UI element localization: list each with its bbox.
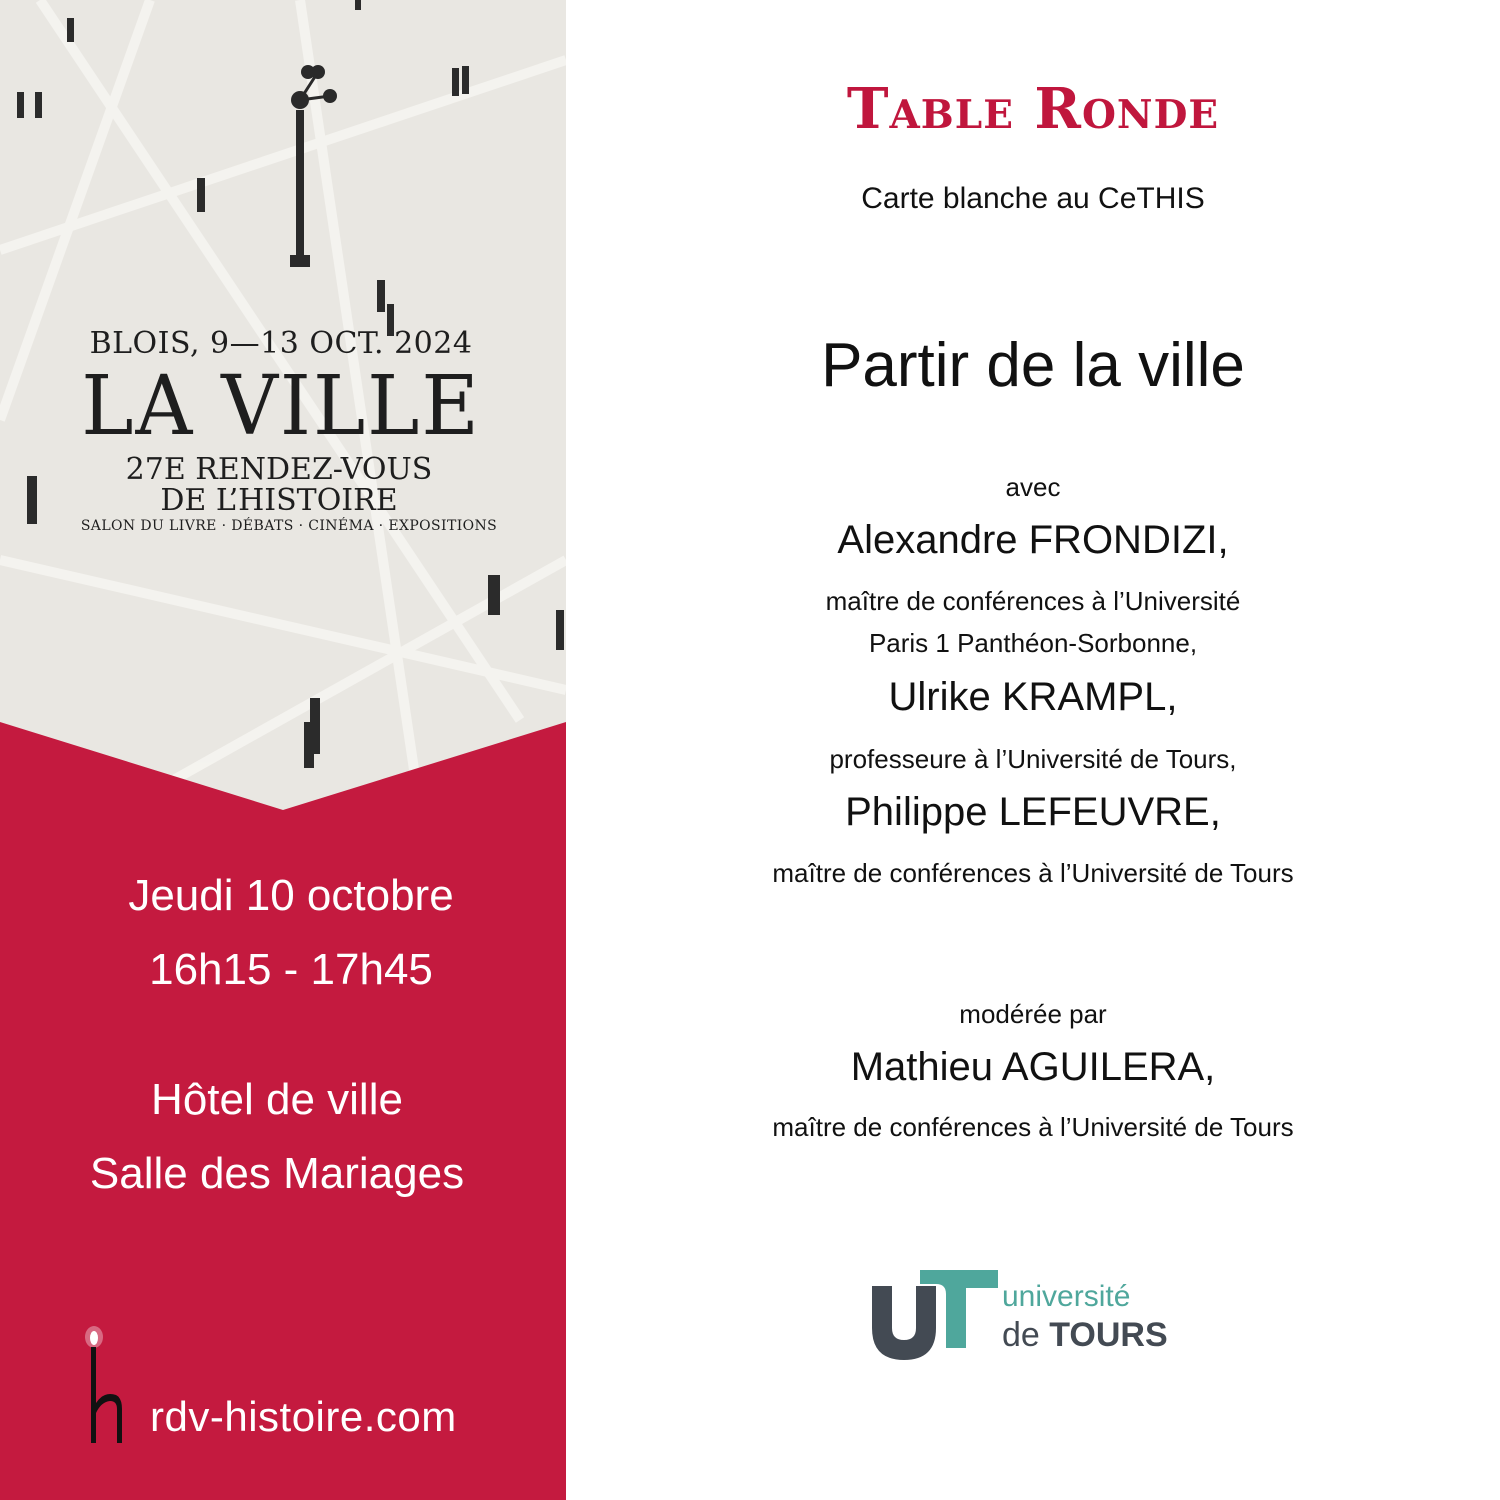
right-panel [566, 0, 1500, 1500]
speaker-name: Philippe LEFEUVRE, [845, 790, 1221, 834]
speaker-role: maître de conférences à l’Université de Tours [772, 858, 1294, 888]
venue-name: Hôtel de ville [151, 1075, 403, 1124]
talk-title: Partir de la ville [821, 331, 1245, 400]
speaker-name: Alexandre FRONDIZI, [837, 518, 1229, 562]
university-logo [868, 1268, 1228, 1368]
speaker-role: maître de conférences à l’Université [825, 586, 1241, 616]
university-logo-line1: université [1002, 1280, 1131, 1313]
left-panel [0, 0, 566, 1500]
event-subheading: Carte blanche au CeTHIS [861, 182, 1205, 215]
poster-subtitle-line2: DE L’HISTOIRE [160, 483, 398, 518]
moderator-role: maître de conférences à l’Université de Tours [772, 1112, 1294, 1142]
speaker-role: professeure à l’Université de Tours, [829, 744, 1237, 774]
with-label: avec [1005, 472, 1061, 502]
university-logo-prefix: de [1002, 1316, 1040, 1354]
university-logo-line2 [1002, 1316, 1168, 1354]
event-time: 16h15 - 17h45 [149, 945, 433, 994]
poster-tagline: SALON DU LIVRE · DÉBATS · CINÉMA · EXPOSITIONS [80, 518, 498, 534]
venue-room: Salle des Mariages [89, 1149, 465, 1198]
website-link[interactable]: rdv-histoire.com [150, 1393, 457, 1440]
poster-subtitle-line1: 27E RENDEZ-VOUS [125, 452, 433, 487]
poster-title: LA VILLE [81, 359, 481, 454]
rendez-vous-candle-logo [74, 1325, 134, 1450]
event-date: Jeudi 10 octobre [128, 871, 454, 920]
poster-dates: BLOIS, 9—13 OCT. 2024 [89, 326, 473, 361]
university-logo-name: TOURS [1049, 1316, 1168, 1354]
moderated-label: modérée par [959, 999, 1107, 1029]
speaker-name: Ulrike KRAMPL, [888, 675, 1178, 719]
speaker-role: Paris 1 Panthéon-Sorbonne, [868, 628, 1198, 658]
moderator-name: Mathieu AGUILERA, [850, 1045, 1216, 1089]
event-heading: Table Ronde [846, 76, 1220, 142]
university-emblem-icon [868, 1268, 998, 1363]
